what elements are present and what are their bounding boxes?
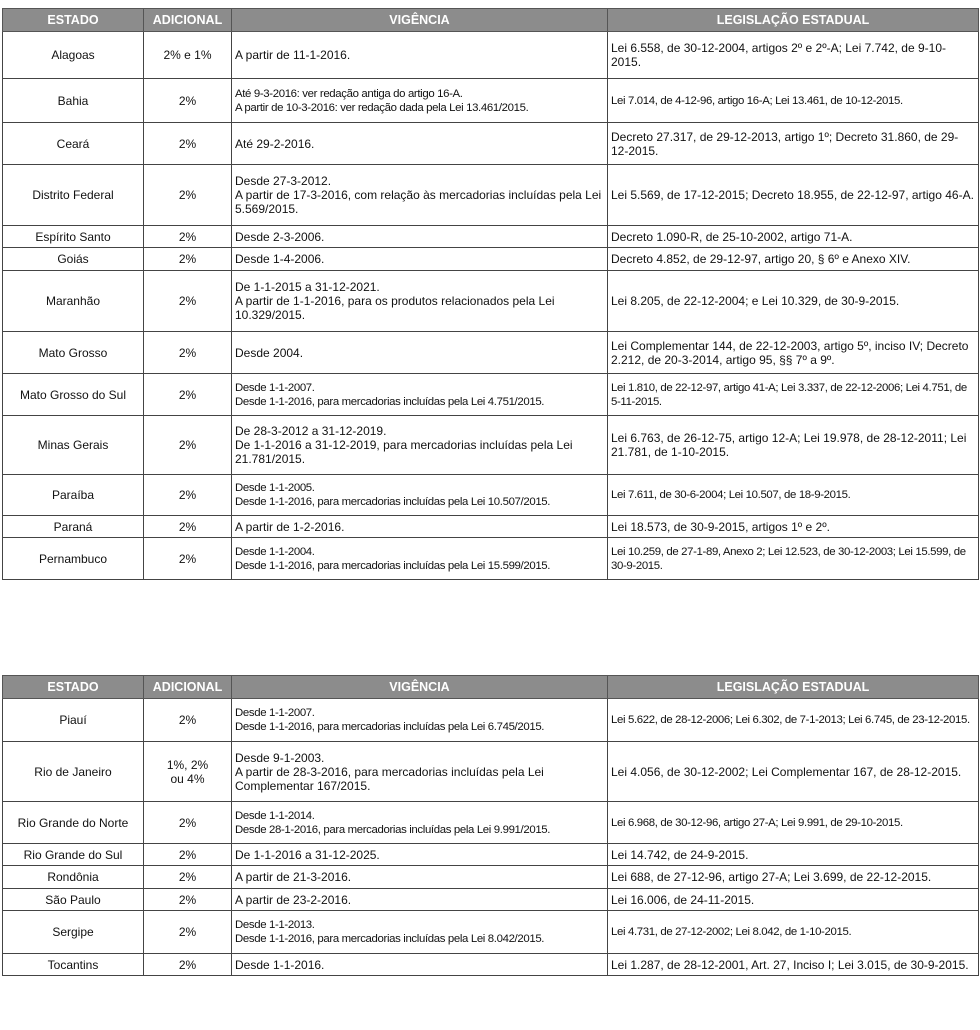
cell-vigencia [232, 911, 608, 954]
legislacao-line: Lei 6.763, de 26-12-75, artigo 12-A; Lei 19.978, de 28-12-2011; Lei 21.781, de 1-10-2015. [611, 431, 967, 459]
cell-legislacao [608, 844, 979, 866]
legislacao-line: Lei 5.569, de 17-12-2015; Decreto 18.955, de 22-12-97, artigo 46-A. [611, 188, 974, 202]
vigencia-line: A partir de 1-1-2016, para os produtos relacionados pela Lei 10.329/2015. [235, 294, 555, 322]
legislacao-line: Decreto 1.090-R, de 25-10-2002, artigo 71-A. [611, 229, 853, 244]
cell-adicional [144, 416, 232, 475]
vigencia-line: A partir de 21-3-2016. [235, 870, 352, 884]
cell-adicional [144, 699, 232, 742]
legislacao-line: Lei 16.006, de 24-11-2015. [611, 892, 755, 907]
cell-estado: Distrito Federal [3, 165, 144, 226]
adicional-line: 2% [178, 488, 197, 502]
legislacao-line: Lei 1.810, de 22-12-97, artigo 41-A; Lei 3.337, de 22-12-2006; Lei 4.751, de 5-11-2015. [611, 381, 967, 408]
table-row [3, 332, 979, 374]
cell-adicional [144, 911, 232, 954]
cell-legislacao [608, 475, 979, 516]
cell-estado: Paraíba [3, 475, 144, 516]
vigencia-line: Desde 1-1-2016, para mercadorias incluídas pela Lei 8.042/2015. [235, 933, 545, 945]
cell-adicional [144, 32, 232, 79]
cell-vigencia [232, 516, 608, 538]
table-row [3, 802, 979, 844]
cell-vigencia [232, 742, 608, 802]
vigencia-line: Desde 2004. [235, 345, 304, 360]
cell-estado: Rio de Janeiro [3, 742, 144, 802]
legislacao-line: Lei 6.558, de 30-12-2004, artigos 2º e 2º-A; Lei 7.742, de 9-10-2015. [611, 41, 946, 69]
adicional-line: 2% [178, 229, 197, 244]
vigencia-line: A partir de 11-1-2016. [235, 48, 351, 62]
cell-legislacao [608, 699, 979, 742]
legislacao-line: Lei 5.622, de 28-12-2006; Lei 6.302, de 7-1-2013; Lei 6.745, de 23-12-2015. [611, 714, 970, 726]
cell-legislacao [608, 226, 979, 248]
cell-vigencia [232, 844, 608, 866]
cell-adicional [144, 475, 232, 516]
cell-adicional [144, 802, 232, 844]
cell-legislacao [608, 416, 979, 475]
cell-adicional [144, 889, 232, 911]
cell-legislacao [608, 79, 979, 123]
cell-estado: Espírito Santo [3, 226, 144, 248]
table-row [3, 165, 979, 226]
cell-estado: Goiás [3, 248, 144, 271]
cell-adicional [144, 332, 232, 374]
adicional-line: 2% [178, 387, 197, 402]
table-row [3, 742, 979, 802]
cell-adicional [144, 742, 232, 802]
legislacao-line: Lei Complementar 144, de 22-12-2003, artigo 5º, inciso IV; Decreto 2.212, de 20-3-2014, artigo 95, §§ 7º a 9º. [611, 338, 969, 367]
table-row [3, 475, 979, 516]
cell-vigencia [232, 538, 608, 580]
cell-estado: Paraná [3, 516, 144, 538]
cell-legislacao [608, 802, 979, 844]
adicional-line: 2% [178, 847, 197, 862]
table-row [3, 374, 979, 416]
adicional-line: 2% [178, 136, 197, 151]
cell-legislacao [608, 742, 979, 802]
header-legislacao: LEGISLAÇÃO ESTADUAL [608, 676, 979, 699]
legislacao-line: Decreto 4.852, de 29-12-97, artigo 20, § 6º e Anexo XIV. [611, 252, 911, 266]
table-body [3, 32, 979, 580]
cell-legislacao [608, 889, 979, 911]
cell-legislacao [608, 165, 979, 226]
cell-estado: Mato Grosso [3, 332, 144, 374]
cell-adicional [144, 79, 232, 123]
cell-adicional [144, 123, 232, 165]
table-row [3, 866, 979, 889]
table-row [3, 416, 979, 475]
cell-adicional [144, 248, 232, 271]
table-row [3, 911, 979, 954]
adicional-line: 1%, 2% [166, 757, 209, 772]
cell-adicional [144, 374, 232, 416]
vigencia-line: De 1-1-2016 a 31-12-2025. [235, 847, 380, 862]
cell-estado: Bahia [3, 79, 144, 123]
cell-adicional [144, 538, 232, 580]
vigencia-line: Desde 1-1-2004. [235, 545, 315, 558]
cell-estado: Tocantins [3, 954, 144, 976]
vigencia-line: Desde 1-1-2005. [235, 482, 315, 494]
cell-estado: Pernambuco [3, 538, 144, 580]
cell-vigencia [232, 248, 608, 271]
cell-vigencia [232, 226, 608, 248]
cell-vigencia [232, 374, 608, 416]
table-row [3, 516, 979, 538]
adicional-line: 2% [178, 713, 197, 727]
adicional-line: 2% [178, 93, 197, 108]
adicional-line: 2% [178, 815, 197, 830]
vigencia-line: De 1-1-2015 a 31-12-2021. [235, 280, 380, 294]
cell-estado: Rio Grande do Sul [3, 844, 144, 866]
table-row [3, 954, 979, 976]
header-adicional: ADICIONAL [144, 676, 232, 699]
vigencia-line: Desde 1-1-2016, para mercadorias incluídas pela Lei 6.745/2015. [235, 721, 545, 733]
legislacao-line: Lei 688, de 27-12-96, artigo 27-A; Lei 3.699, de 22-12-2015. [611, 870, 932, 884]
legislacao-line: Decreto 27.317, de 29-12-2013, artigo 1º; Decreto 31.860, de 29-12-2015. [611, 129, 959, 158]
cell-vigencia [232, 32, 608, 79]
table-row [3, 226, 979, 248]
cell-legislacao [608, 32, 979, 79]
cell-vigencia [232, 416, 608, 475]
adicional-line: 2% [178, 892, 197, 907]
cell-legislacao [608, 911, 979, 954]
adicional-line: 2% [178, 551, 197, 566]
cell-vigencia [232, 165, 608, 226]
table-row [3, 248, 979, 271]
cell-legislacao [608, 538, 979, 580]
vigencia-line: A partir de 17-3-2016, com relação às mercadorias incluídas pela Lei 5.569/2015. [235, 188, 602, 216]
table-row [3, 889, 979, 911]
cell-legislacao [608, 374, 979, 416]
cell-adicional [144, 954, 232, 976]
table-row [3, 699, 979, 742]
vigencia-line: A partir de 10-3-2016: ver redação dada pela Lei 13.461/2015. [235, 101, 529, 114]
adicional-line: 2% [178, 438, 197, 452]
cell-vigencia [232, 802, 608, 844]
vigencia-line: Desde 1-1-2007. [235, 707, 315, 719]
cell-vigencia [232, 332, 608, 374]
header-vigencia: VIGÊNCIA [232, 9, 608, 32]
vigencia-line: Até 29-2-2016. [235, 136, 315, 151]
adicional-line: 2% e 1% [163, 48, 212, 62]
vigencia-line: A partir de 28-3-2016, para mercadorias incluídas pela Lei Complementar 167/2015. [235, 764, 544, 793]
legislacao-line: Lei 7.014, de 4-12-96, artigo 16-A; Lei 13.461, de 10-12-2015. [611, 94, 903, 107]
adicional-line: 2% [178, 252, 197, 266]
cell-legislacao [608, 271, 979, 332]
adicional-line: 2% [178, 294, 197, 308]
legislacao-line: Lei 1.287, de 28-12-2001, Art. 27, Inciso I; Lei 3.015, de 30-9-2015. [611, 957, 969, 972]
cell-estado: Rondônia [3, 866, 144, 889]
vigencia-line: Desde 1-1-2016, para mercadorias incluídas pela Lei 4.751/2015. [235, 395, 545, 408]
cell-adicional [144, 844, 232, 866]
header-legislacao: LEGISLAÇÃO ESTADUAL [608, 9, 979, 32]
header-estado: ESTADO [3, 9, 144, 32]
vigencia-line: Desde 1-1-2016, para mercadorias incluídas pela Lei 15.599/2015. [235, 559, 551, 572]
legislacao-line: Lei 4.056, de 30-12-2002; Lei Complementar 167, de 28-12-2015. [611, 764, 962, 779]
header-estado: ESTADO [3, 676, 144, 699]
adicional-line: ou 4% [170, 771, 205, 786]
cell-legislacao [608, 123, 979, 165]
adicional-line: 2% [178, 925, 197, 939]
cell-legislacao [608, 516, 979, 538]
cell-legislacao [608, 248, 979, 271]
table-header-row [3, 9, 979, 32]
adicional-line: 2% [178, 870, 197, 884]
adicional-line: 2% [178, 345, 197, 360]
cell-legislacao [608, 954, 979, 976]
cell-estado: Maranhão [3, 271, 144, 332]
cell-vigencia [232, 699, 608, 742]
vigencia-line: Desde 28-1-2016, para mercadorias incluídas pela Lei 9.991/2015. [235, 823, 551, 836]
adicional-line: 2% [178, 519, 197, 534]
cell-vigencia [232, 475, 608, 516]
cell-adicional [144, 516, 232, 538]
legislacao-line: Lei 7.611, de 30-6-2004; Lei 10.507, de 18-9-2015. [611, 489, 851, 501]
vigencia-line: Desde 1-1-2016. [235, 957, 325, 972]
cell-adicional [144, 271, 232, 332]
cell-estado: Minas Gerais [3, 416, 144, 475]
table-body [3, 699, 979, 976]
vigencia-line: Desde 1-4-2006. [235, 252, 325, 266]
vigencia-line: Desde 1-1-2016, para mercadorias incluídas pela Lei 10.507/2015. [235, 496, 551, 508]
header-vigencia: VIGÊNCIA [232, 676, 608, 699]
vigencia-line: Desde 27-3-2012. [235, 174, 332, 188]
vigencia-line: Desde 1-1-2007. [235, 381, 315, 394]
legislacao-line: Lei 10.259, de 27-1-89, Anexo 2; Lei 12.523, de 30-12-2003; Lei 15.599, de 30-9-2015. [611, 545, 966, 572]
vigencia-line: Desde 9-1-2003. [235, 750, 325, 765]
table-estados-part-2 [2, 675, 979, 976]
cell-vigencia [232, 79, 608, 123]
vigencia-line: A partir de 1-2-2016. [235, 519, 345, 534]
table-row [3, 32, 979, 79]
vigencia-line: Desde 2-3-2006. [235, 229, 325, 244]
legislacao-line: Lei 18.573, de 30-9-2015, artigos 1º e 2º. [611, 519, 830, 534]
vigencia-line: A partir de 23-2-2016. [235, 892, 352, 907]
cell-adicional [144, 866, 232, 889]
vigencia-line: De 1-1-2016 a 31-12-2019, para mercadorias incluídas pela Lei 21.781/2015. [235, 438, 573, 466]
legislacao-line: Lei 8.205, de 22-12-2004; e Lei 10.329, de 30-9-2015. [611, 294, 900, 308]
cell-estado: Rio Grande do Norte [3, 802, 144, 844]
table-row [3, 79, 979, 123]
adicional-line: 2% [178, 188, 197, 202]
cell-estado: São Paulo [3, 889, 144, 911]
table-row [3, 123, 979, 165]
cell-adicional [144, 165, 232, 226]
cell-adicional [144, 226, 232, 248]
header-adicional: ADICIONAL [144, 9, 232, 32]
legislacao-line: Lei 6.968, de 30-12-96, artigo 27-A; Lei 9.991, de 29-10-2015. [611, 816, 903, 829]
legislacao-line: Lei 4.731, de 27-12-2002; Lei 8.042, de 1-10-2015. [611, 926, 852, 938]
adicional-line: 2% [178, 957, 197, 972]
cell-legislacao [608, 332, 979, 374]
table-row [3, 844, 979, 866]
cell-estado: Sergipe [3, 911, 144, 954]
cell-vigencia [232, 271, 608, 332]
cell-estado: Piauí [3, 699, 144, 742]
cell-estado: Alagoas [3, 32, 144, 79]
cell-legislacao [608, 866, 979, 889]
table-row [3, 538, 979, 580]
table-estados-part-1 [2, 8, 979, 580]
cell-vigencia [232, 866, 608, 889]
cell-vigencia [232, 889, 608, 911]
cell-vigencia [232, 123, 608, 165]
table-header-row [3, 676, 979, 699]
cell-estado: Mato Grosso do Sul [3, 374, 144, 416]
vigencia-line: Desde 1-1-2014. [235, 809, 315, 822]
legislacao-line: Lei 14.742, de 24-9-2015. [611, 847, 749, 862]
cell-estado: Ceará [3, 123, 144, 165]
vigencia-line: Até 9-3-2016: ver redação antiga do artigo 16-A. [235, 87, 463, 100]
vigencia-line: Desde 1-1-2013. [235, 919, 315, 931]
table-row [3, 271, 979, 332]
cell-vigencia [232, 954, 608, 976]
vigencia-line: De 28-3-2012 a 31-12-2019. [235, 424, 387, 438]
